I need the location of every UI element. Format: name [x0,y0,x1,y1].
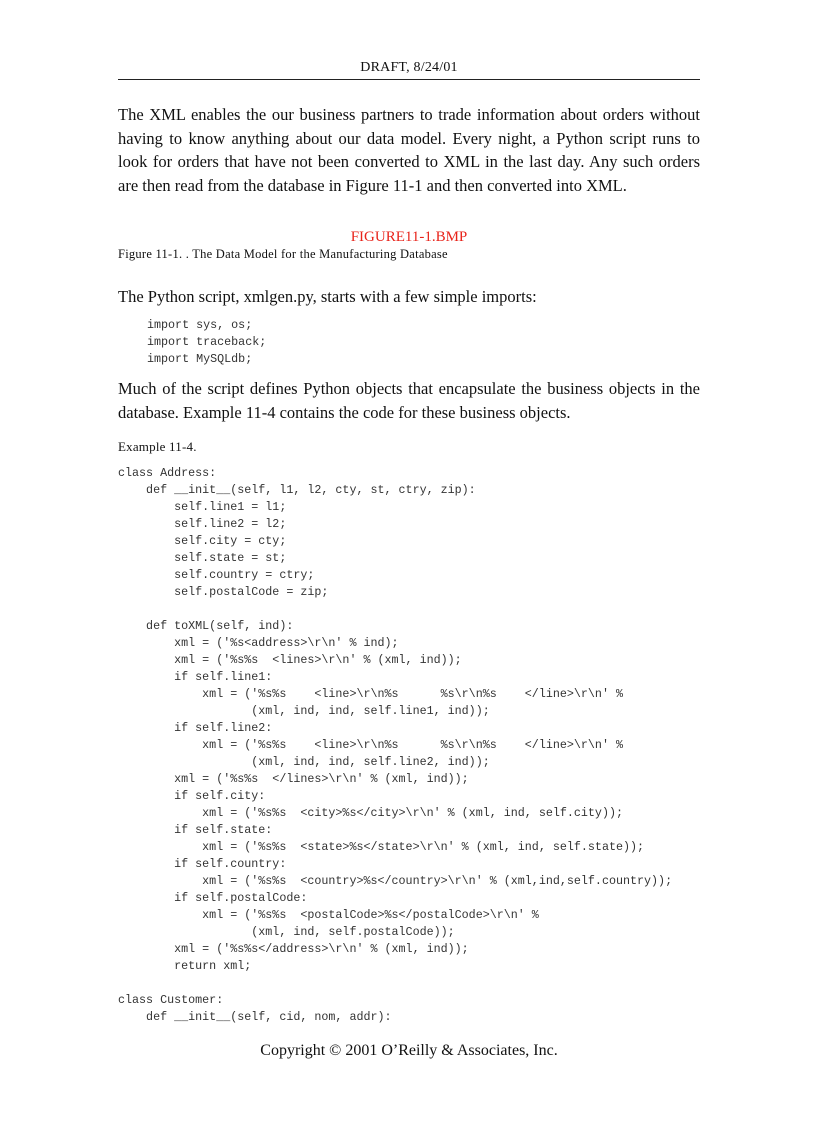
imports-code-block: import sys, os; import traceback; import MySQLdb; [147,318,267,366]
example-label: Example 11-4. [118,439,197,454]
copyright-footer: Copyright © 2001 O’Reilly & Associates, Inc. [260,1042,558,1059]
figure-filename: FIGURE11-1.BMP [350,229,468,245]
imports-paragraph: The Python script, xmlgen.py, starts with a few simple imports: [118,287,537,306]
document-page [118,0,700,1123]
header-rule [118,79,700,80]
example-code-block: class Address: def __init__(self, l1, l2, cty, st, ctry, zip): self.line1 = l1; self.line2 = l2; self.city = cty; self.state = st; self.country = ctry; self.postalCode = zip; def toXML(self, ind): xml = ('%s<address>\r\n' % ind); xml = ('%s%s <lines>\r\n' % (xml, ind)); if self.line1: xml = ('%s%s <line>\r\n%s %s\r\n%s </line>\r\n' % (xml, ind, ind, self.line1, ind)); if self.line2: xml = ('%s%s <line>\r\n%s %s\r\n%s </line>\r\n' % (xml, ind, ind, self.line2, ind)); xml = ('%s%s </lines>\r\n' % (xml, ind)); if self.city: xml = ('%s%s <city>%s</city>\r\n' % (xml, ind, self.city)); if self.state: xml = ('%s%s <state>%s</state>\r\n' % (xml, ind, self.state)); if self.country: xml = ('%s%s <country>%s</country>\r\n' % (xml,ind,self.country)); if self.postalCode: xml = ('%s%s <postalCode>%s</postalCode>\r\n' % (xml, ind, self.postalCode)); xml = ('%s%s</address>\r\n' % (xml, ind)); return xml; class Customer: def __init__(self, cid, nom, addr): [118,466,673,1024]
draft-header: DRAFT, 8/24/01 [360,60,458,75]
figure-caption: Figure 11-1. . The Data Model for the Manufacturing Database [118,247,448,261]
intro-paragraph: The XML enables the our business partners to trade information about orders without having to know anything about our data model. Every night, a Python script runs to look for orders that have not been converted to XML in the last day. Any such orders are then read from the database in Figure 11-1 and then converted into XML. [118,105,700,195]
business-objects-paragraph: Much of the script defines Python objects that encapsulate the business objects in the database. Example 11-4 contains the code for these business objects. [118,379,700,422]
